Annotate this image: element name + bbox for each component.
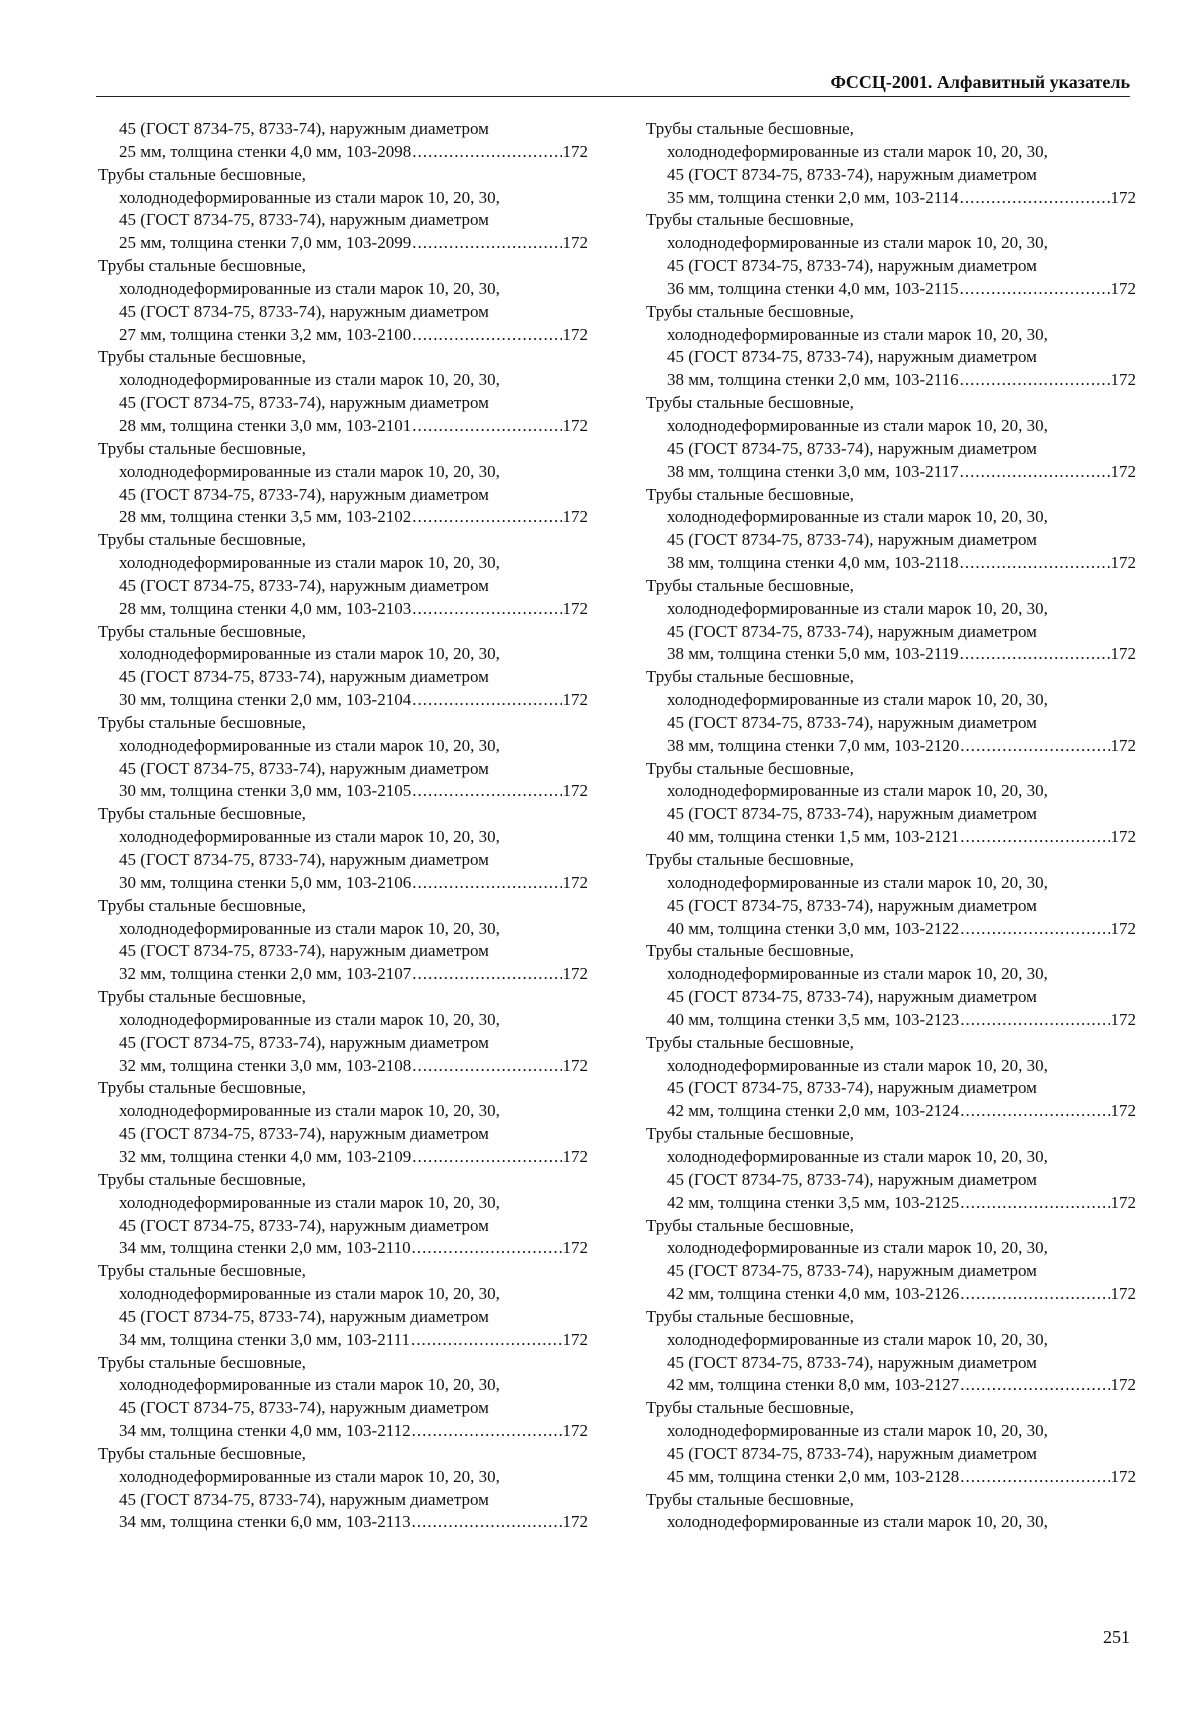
- entry-page-number: 172: [1110, 370, 1136, 390]
- entry-last-line: [646, 461, 1136, 484]
- entry-last-text: 38 мм, толщина стенки 2,0 мм, 103-2116: [667, 370, 959, 390]
- dot-leader: [960, 826, 1109, 849]
- index-entry: [646, 1397, 1136, 1488]
- entry-last-line: [646, 918, 1136, 941]
- dot-leader: [412, 141, 561, 164]
- dot-leader: [412, 232, 561, 255]
- index-column-left: [98, 118, 588, 1534]
- entry-heading: Трубы стальные бесшовные,: [646, 301, 854, 321]
- entry-page-number: 172: [562, 1421, 588, 1441]
- entry-heading: Трубы стальные бесшовные,: [646, 1306, 854, 1326]
- entry-last-line: [98, 415, 588, 438]
- entry-last-text: 42 мм, толщина стенки 4,0 мм, 103-2126: [667, 1284, 960, 1304]
- index-entry: [98, 255, 588, 346]
- entry-page-number: 172: [562, 233, 588, 253]
- entry-page-number: 172: [1110, 644, 1136, 664]
- entry-heading: Трубы стальные бесшовные,: [98, 987, 306, 1007]
- index-entry: [646, 849, 1136, 940]
- entry-page-number: 172: [1110, 553, 1136, 573]
- index-entry: [98, 1260, 588, 1351]
- entry-last-line: [646, 278, 1136, 301]
- entry-last-text: 38 мм, толщина стенки 7,0 мм, 103-2120: [667, 735, 960, 755]
- entry-last-line: [646, 735, 1136, 758]
- entry-line: 45 (ГОСТ 8734-75, 8733-74), наружным диаметром: [119, 301, 489, 321]
- entry-last-text: 32 мм, толщина стенки 3,0 мм, 103-2108: [119, 1055, 412, 1075]
- entry-page-number: 172: [562, 1055, 588, 1075]
- entry-line: 45 (ГОСТ 8734-75, 8733-74), наружным диаметром: [119, 850, 489, 869]
- dot-leader: [411, 1329, 562, 1352]
- index-entry: [98, 1169, 588, 1260]
- entry-last-line: [646, 187, 1136, 210]
- entry-line: 45 (ГОСТ 8734-75, 8733-74), наружным диаметром: [667, 438, 1037, 458]
- entry-line: холоднодеформированные из стали марок 10, 20, 30,: [119, 278, 500, 298]
- entry-line: холоднодеформированные из стали марок 10, 20, 30,: [667, 141, 1048, 161]
- entry-page-number: 172: [562, 598, 588, 618]
- dot-leader: [960, 552, 1110, 575]
- entry-line: 45 (ГОСТ 8734-75, 8733-74), наружным диаметром: [119, 1032, 489, 1052]
- entry-last-line: [98, 1511, 588, 1534]
- entry-heading: Трубы стальные бесшовные,: [98, 1261, 306, 1281]
- entry-heading: Трубы стальные бесшовные,: [646, 1398, 854, 1418]
- entry-line: холоднодеформированные из стали марок 10, 20, 30,: [667, 1421, 1048, 1441]
- entry-line: 45 (ГОСТ 8734-75, 8733-74), наружным диаметром: [667, 712, 1037, 732]
- index-entry: [646, 118, 1136, 209]
- entry-page-number: 172: [562, 1329, 588, 1349]
- dot-leader: [412, 1146, 561, 1169]
- entry-last-line: [98, 780, 588, 803]
- entry-line: 45 (ГОСТ 8734-75, 8733-74), наружным диаметром: [119, 210, 489, 230]
- entry-last-line: [98, 232, 588, 255]
- index-entry: [646, 1306, 1136, 1397]
- entry-page-number: 172: [1110, 1284, 1136, 1304]
- entry-page-number: 172: [1110, 278, 1136, 298]
- entry-last-line: [646, 369, 1136, 392]
- entry-heading: Трубы стальные бесшовные,: [98, 712, 306, 732]
- index-entry: [646, 1489, 1136, 1535]
- entry-page-number: 172: [562, 507, 588, 527]
- entry-line: 45 (ГОСТ 8734-75, 8733-74), наружным диаметром: [667, 1078, 1037, 1098]
- entry-last-line: [98, 872, 588, 895]
- dot-leader: [412, 963, 561, 986]
- entry-page-number: 172: [562, 415, 588, 435]
- entry-page-number: 172: [1110, 1009, 1136, 1029]
- index-entry: [646, 1215, 1136, 1306]
- entry-last-line: [98, 141, 588, 164]
- entry-line: 45 (ГОСТ 8734-75, 8733-74), наружным диаметром: [119, 575, 489, 595]
- entry-line: 45 (ГОСТ 8734-75, 8733-74), наружным диаметром: [119, 484, 489, 504]
- index-column-right: [646, 118, 1136, 1534]
- entry-page-number: 172: [1110, 1101, 1136, 1121]
- entry-last-text: 36 мм, толщина стенки 4,0 мм, 103-2115: [667, 278, 959, 298]
- index-entry: [646, 1032, 1136, 1123]
- dot-leader: [960, 1283, 1109, 1306]
- dot-leader: [960, 1100, 1109, 1123]
- dot-leader: [960, 1009, 1109, 1032]
- dot-leader: [960, 643, 1110, 666]
- dot-leader: [412, 598, 561, 621]
- entry-last-text: 42 мм, толщина стенки 2,0 мм, 103-2124: [667, 1101, 960, 1121]
- index-entry: [646, 940, 1136, 1031]
- entry-line: холоднодеформированные из стали марок 10, 20, 30,: [667, 1146, 1048, 1166]
- dot-leader: [960, 735, 1109, 758]
- entry-line: 45 (ГОСТ 8734-75, 8733-74), наружным диаметром: [119, 758, 489, 778]
- entry-last-text: 42 мм, толщина стенки 3,5 мм, 103-2125: [667, 1192, 960, 1212]
- entry-heading: Трубы стальные бесшовные,: [98, 1443, 306, 1463]
- entry-line: 45 (ГОСТ 8734-75, 8733-74), наружным диаметром: [119, 1124, 489, 1144]
- entry-last-line: [646, 1466, 1136, 1489]
- entry-line: холоднодеформированные из стали марок 10, 20, 30,: [667, 1055, 1048, 1075]
- entry-heading: Трубы стальные бесшовные,: [98, 1078, 306, 1098]
- entry-line: 45 (ГОСТ 8734-75, 8733-74), наружным диаметром: [119, 1215, 489, 1235]
- entry-line: 45 (ГОСТ 8734-75, 8733-74), наружным диаметром: [119, 667, 489, 687]
- entry-line: 45 (ГОСТ 8734-75, 8733-74), наружным диаметром: [667, 1443, 1037, 1463]
- entry-heading: Трубы стальные бесшовные,: [98, 256, 306, 276]
- entry-line: 45 (ГОСТ 8734-75, 8733-74), наружным диаметром: [119, 941, 489, 961]
- entry-line: холоднодеформированные из стали марок 10, 20, 30,: [119, 1101, 500, 1121]
- entry-heading: Трубы стальные бесшовные,: [98, 895, 306, 915]
- entry-page-number: 172: [562, 1146, 588, 1166]
- entry-last-text: 45 мм, толщина стенки 2,0 мм, 103-2128: [667, 1466, 960, 1486]
- dot-leader: [960, 187, 1110, 210]
- entry-line: 45 (ГОСТ 8734-75, 8733-74), наружным диаметром: [667, 256, 1037, 276]
- entry-last-text: 34 мм, толщина стенки 3,0 мм, 103-2111: [119, 1329, 410, 1349]
- entry-heading: Трубы стальные бесшовные,: [646, 850, 854, 869]
- dot-leader: [960, 918, 1109, 941]
- entry-last-line: [98, 1146, 588, 1169]
- entry-line: холоднодеформированные из стали марок 10, 20, 30,: [667, 324, 1048, 344]
- entry-line: 45 (ГОСТ 8734-75, 8733-74), наружным диаметром: [667, 164, 1037, 184]
- entry-heading: Трубы стальные бесшовные,: [646, 119, 854, 138]
- page-number: 251: [1103, 1627, 1130, 1647]
- dot-leader: [412, 324, 561, 347]
- entry-line: 45 (ГОСТ 8734-75, 8733-74), наружным диаметром: [667, 987, 1037, 1007]
- index-entry: [98, 529, 588, 620]
- entry-heading: Трубы стальные бесшовные,: [646, 484, 854, 504]
- index-entry: [98, 986, 588, 1077]
- entry-last-text: 40 мм, толщина стенки 1,5 мм, 103-2121: [667, 827, 960, 847]
- entry-line: холоднодеформированные из стали марок 10, 20, 30,: [119, 1466, 500, 1486]
- entry-last-line: [646, 1283, 1136, 1306]
- entry-line: холоднодеформированные из стали марок 10, 20, 30,: [667, 415, 1048, 435]
- entry-last-text: 25 мм, толщина стенки 4,0 мм, 103-2098: [119, 141, 412, 161]
- entry-last-text: 34 мм, толщина стенки 2,0 мм, 103-2110: [119, 1238, 411, 1258]
- entry-line: холоднодеформированные из стали марок 10, 20, 30,: [667, 781, 1048, 801]
- entry-line: холоднодеформированные из стали марок 10, 20, 30,: [119, 1284, 500, 1304]
- entry-page-number: 172: [562, 781, 588, 801]
- entry-line: 45 (ГОСТ 8734-75, 8733-74), наружным диаметром: [119, 1398, 489, 1418]
- entry-last-text: 40 мм, толщина стенки 3,5 мм, 103-2123: [667, 1009, 960, 1029]
- entry-page-number: 172: [562, 872, 588, 892]
- dot-leader: [412, 1237, 562, 1260]
- entry-line: холоднодеформированные из стали марок 10, 20, 30,: [119, 1009, 500, 1029]
- entry-line: холоднодеформированные из стали марок 10, 20, 30,: [119, 553, 500, 573]
- entry-line: 45 (ГОСТ 8734-75, 8733-74), наружным диаметром: [119, 1489, 489, 1509]
- entry-line: холоднодеформированные из стали марок 10, 20, 30,: [667, 233, 1048, 253]
- entry-heading: Трубы стальные бесшовные,: [98, 1169, 306, 1189]
- dot-leader: [412, 415, 561, 438]
- index-entry: [98, 1352, 588, 1443]
- index-entry: [646, 575, 1136, 666]
- entry-heading: Трубы стальные бесшовные,: [98, 438, 306, 458]
- index-entry: [98, 712, 588, 803]
- index-entry: [646, 301, 1136, 392]
- entry-heading: Трубы стальные бесшовные,: [646, 1124, 854, 1144]
- entry-line: холоднодеформированные из стали марок 10, 20, 30,: [119, 644, 500, 664]
- dot-leader: [960, 278, 1110, 301]
- entry-last-line: [98, 1237, 588, 1260]
- entry-heading: Трубы стальные бесшовные,: [646, 1215, 854, 1235]
- entry-heading: Трубы стальные бесшовные,: [646, 667, 854, 687]
- page-header: [96, 66, 1130, 97]
- entry-heading: Трубы стальные бесшовные,: [98, 164, 306, 184]
- entry-heading: Трубы стальные бесшовные,: [98, 347, 306, 367]
- entry-heading: Трубы стальные бесшовные,: [98, 621, 306, 641]
- entry-heading: Трубы стальные бесшовные,: [98, 530, 306, 550]
- entry-page-number: 172: [1110, 461, 1136, 481]
- entry-line: 45 (ГОСТ 8734-75, 8733-74), наружным диаметром: [667, 530, 1037, 550]
- index-entry: [98, 895, 588, 986]
- index-entry: [646, 484, 1136, 575]
- dot-leader: [412, 506, 561, 529]
- entry-last-line: [646, 643, 1136, 666]
- entry-last-line: [98, 506, 588, 529]
- entry-line: холоднодеформированные из стали марок 10, 20, 30,: [119, 827, 500, 847]
- index-entry: [646, 209, 1136, 300]
- entry-line: 45 (ГОСТ 8734-75, 8733-74), наружным диаметром: [667, 1169, 1037, 1189]
- entry-heading: Трубы стальные бесшовные,: [646, 941, 854, 961]
- entry-line: холоднодеформированные из стали марок 10, 20, 30,: [119, 918, 500, 938]
- entry-line: холоднодеформированные из стали марок 10, 20, 30,: [667, 598, 1048, 618]
- entry-line: холоднодеформированные из стали марок 10, 20, 30,: [119, 1192, 500, 1212]
- index-entry: [98, 346, 588, 437]
- index-entry: [98, 164, 588, 255]
- entry-last-line: [98, 598, 588, 621]
- entry-last-text: 42 мм, толщина стенки 8,0 мм, 103-2127: [667, 1375, 960, 1395]
- entry-line: 45 (ГОСТ 8734-75, 8733-74), наружным диаметром: [667, 621, 1037, 641]
- dot-leader: [960, 1466, 1109, 1489]
- index-entry: [646, 758, 1136, 849]
- dot-leader: [412, 1420, 562, 1443]
- entry-last-line: [646, 552, 1136, 575]
- entry-heading: Трубы стальные бесшовные,: [98, 804, 306, 824]
- entry-line: 45 (ГОСТ 8734-75, 8733-74), наружным диаметром: [667, 1261, 1037, 1281]
- entry-last-line: [646, 1100, 1136, 1123]
- entry-page-number: 172: [562, 690, 588, 710]
- entry-page-number: 172: [1110, 1466, 1136, 1486]
- index-entry: [98, 803, 588, 894]
- entry-line: холоднодеформированные из стали марок 10, 20, 30,: [667, 507, 1048, 527]
- entry-page-number: 172: [1110, 827, 1136, 847]
- entry-last-text: 30 мм, толщина стенки 3,0 мм, 103-2105: [119, 781, 412, 801]
- entry-last-text: 30 мм, толщина стенки 2,0 мм, 103-2104: [119, 690, 412, 710]
- entry-last-text: 40 мм, толщина стенки 3,0 мм, 103-2122: [667, 918, 960, 938]
- index-entry: [98, 438, 588, 529]
- entry-page-number: 172: [562, 964, 588, 984]
- entry-heading: Трубы стальные бесшовные,: [646, 393, 854, 413]
- entry-last-text: 38 мм, толщина стенки 4,0 мм, 103-2118: [667, 553, 959, 573]
- entry-page-number: 172: [562, 324, 588, 344]
- entry-heading: Трубы стальные бесшовные,: [646, 210, 854, 230]
- dot-leader: [960, 369, 1110, 392]
- dot-leader: [412, 780, 561, 803]
- entry-heading: Трубы стальные бесшовные,: [646, 575, 854, 595]
- entry-line: холоднодеформированные из стали марок 10, 20, 30,: [667, 872, 1048, 892]
- entry-line: 45 (ГОСТ 8734-75, 8733-74), наружным диаметром: [667, 804, 1037, 824]
- entry-last-text: 30 мм, толщина стенки 5,0 мм, 103-2106: [119, 872, 412, 892]
- entry-page-number: 172: [1110, 1192, 1136, 1212]
- entry-heading: Трубы стальные бесшовные,: [646, 1032, 854, 1052]
- index-entry: [646, 1123, 1136, 1214]
- entry-last-line: [98, 1055, 588, 1078]
- entry-line: холоднодеформированные из стали марок 10, 20, 30,: [119, 461, 500, 481]
- dot-leader: [960, 1192, 1109, 1215]
- dot-leader: [412, 1055, 561, 1078]
- entry-last-line: [98, 1420, 588, 1443]
- entry-last-text: 28 мм, толщина стенки 3,5 мм, 103-2102: [119, 507, 412, 527]
- entry-heading: Трубы стальные бесшовные,: [646, 1489, 854, 1509]
- entry-last-line: [646, 1192, 1136, 1215]
- entry-line: холоднодеформированные из стали марок 10, 20, 30,: [667, 690, 1048, 710]
- entry-line: 45 (ГОСТ 8734-75, 8733-74), наружным диаметром: [119, 119, 489, 138]
- entry-last-text: 32 мм, толщина стенки 4,0 мм, 103-2109: [119, 1146, 412, 1166]
- dot-leader: [412, 872, 561, 895]
- entry-last-line: [646, 826, 1136, 849]
- entry-last-line: [98, 689, 588, 712]
- entry-line: холоднодеформированные из стали марок 10, 20, 30,: [119, 735, 500, 755]
- entry-last-line: [646, 1374, 1136, 1397]
- entry-page-number: 172: [562, 1238, 588, 1258]
- dot-leader: [960, 461, 1110, 484]
- entry-line: холоднодеформированные из стали марок 10, 20, 30,: [119, 370, 500, 390]
- entry-line: 45 (ГОСТ 8734-75, 8733-74), наружным диаметром: [667, 1352, 1037, 1372]
- entry-last-line: [98, 324, 588, 347]
- entry-last-text: 38 мм, толщина стенки 5,0 мм, 103-2119: [667, 644, 959, 664]
- entry-last-line: [646, 1009, 1136, 1032]
- dot-leader: [412, 689, 561, 712]
- entry-last-text: 32 мм, толщина стенки 2,0 мм, 103-2107: [119, 964, 412, 984]
- entry-last-text: 28 мм, толщина стенки 4,0 мм, 103-2103: [119, 598, 412, 618]
- entry-heading: Трубы стальные бесшовные,: [98, 1352, 306, 1372]
- page-header-title: ФССЦ-2001. Алфавитный указатель: [830, 72, 1130, 92]
- dot-leader: [960, 1374, 1109, 1397]
- index-entry: [646, 666, 1136, 757]
- entry-page-number: 172: [1110, 187, 1136, 207]
- index-entry: [646, 392, 1136, 483]
- entry-page-number: 172: [1110, 735, 1136, 755]
- entry-page-number: 172: [1110, 1375, 1136, 1395]
- entry-last-text: 34 мм, толщина стенки 4,0 мм, 103-2112: [119, 1421, 411, 1441]
- entry-last-text: 28 мм, толщина стенки 3,0 мм, 103-2101: [119, 415, 412, 435]
- entry-line: холоднодеформированные из стали марок 10, 20, 30,: [119, 187, 500, 207]
- entry-line: 45 (ГОСТ 8734-75, 8733-74), наружным диаметром: [667, 895, 1037, 915]
- entry-line: 45 (ГОСТ 8734-75, 8733-74), наружным диаметром: [119, 393, 489, 413]
- index-entry: [98, 1077, 588, 1168]
- entry-line: холоднодеформированные из стали марок 10, 20, 30,: [667, 1329, 1048, 1349]
- entry-last-text: 35 мм, толщина стенки 2,0 мм, 103-2114: [667, 187, 959, 207]
- entry-last-text: 34 мм, толщина стенки 6,0 мм, 103-2113: [119, 1512, 411, 1532]
- entry-page-number: 172: [562, 1512, 588, 1532]
- entry-last-text: 25 мм, толщина стенки 7,0 мм, 103-2099: [119, 233, 412, 253]
- index-entry: [98, 118, 588, 164]
- entry-line: холоднодеформированные из стали марок 10, 20, 30,: [667, 1238, 1048, 1258]
- entry-page-number: 172: [562, 141, 588, 161]
- entry-line: 45 (ГОСТ 8734-75, 8733-74), наружным диаметром: [667, 347, 1037, 367]
- dot-leader: [412, 1511, 562, 1534]
- index-entry: [98, 621, 588, 712]
- entry-last-line: [98, 1329, 588, 1352]
- entry-line: холоднодеформированные из стали марок 10, 20, 30,: [667, 964, 1048, 984]
- entry-line: холоднодеформированные из стали марок 10, 20, 30,: [119, 1375, 500, 1395]
- entry-last-text: 27 мм, толщина стенки 3,2 мм, 103-2100: [119, 324, 412, 344]
- entry-page-number: 172: [1110, 918, 1136, 938]
- index-entry: [98, 1443, 588, 1534]
- entry-line: 45 (ГОСТ 8734-75, 8733-74), наружным диаметром: [119, 1306, 489, 1326]
- entry-last-text: 38 мм, толщина стенки 3,0 мм, 103-2117: [667, 461, 959, 481]
- entry-last-line: [98, 963, 588, 986]
- entry-line: холоднодеформированные из стали марок 10, 20, 30,: [667, 1512, 1048, 1532]
- entry-heading: Трубы стальные бесшовные,: [646, 758, 854, 778]
